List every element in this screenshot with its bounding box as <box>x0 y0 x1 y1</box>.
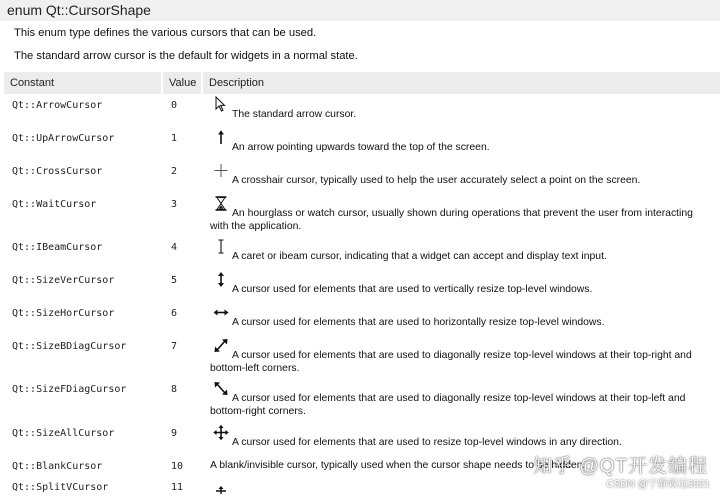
constant-name: Qt::SizeAllCursor <box>12 428 115 439</box>
constant-description: The standard arrow cursor. <box>232 109 357 120</box>
constant-name: Qt::WaitCursor <box>12 199 97 210</box>
constant-value: 2 <box>171 166 178 177</box>
column-header-description: Description <box>203 72 720 94</box>
column-header-constant: Constant <box>4 72 161 94</box>
constant-description: A caret or ibeam cursor, indicating that a widget can accept and display text input. <box>232 251 607 262</box>
constant-name: Qt::UpArrowCursor <box>12 133 115 144</box>
constant-value: 5 <box>171 275 178 286</box>
constant-value: 10 <box>171 461 184 472</box>
constant-value: 7 <box>171 341 178 352</box>
page-title: enum Qt::CursorShape <box>0 0 720 21</box>
constant-value: 1 <box>171 133 178 144</box>
constant-name: Qt::SizeFDiagCursor <box>12 384 127 395</box>
column-header-value: Value <box>163 72 201 94</box>
constant-name: Qt::SizeHorCursor <box>12 308 115 319</box>
constant-name: Qt::SizeVerCursor <box>12 275 115 286</box>
constant-name: Qt::BlankCursor <box>12 461 103 472</box>
constant-description: An arrow pointing upwards toward the top of the screen. <box>232 142 490 153</box>
constant-value: 9 <box>171 428 178 439</box>
table-header <box>4 72 720 94</box>
constant-name: Qt::SizeBDiagCursor <box>12 341 127 352</box>
watermark-zhihu: 知乎 @QT开发编程 <box>533 456 708 477</box>
constant-description: A cursor used for elements that are used to horizontally resize top-level windows. <box>232 317 605 328</box>
intro-paragraph-1: This enum type defines the various cursors that can be used. <box>14 27 317 39</box>
constant-value: 0 <box>171 100 178 111</box>
constant-description: A crosshair cursor, typically used to help the user accurately select a point on the screen. <box>232 175 641 186</box>
watermark-csdn: CSDN @宁静致远2021 <box>606 479 710 490</box>
constant-description: A cursor used for elements that are used to resize top-level windows in any direction. <box>232 437 622 448</box>
constant-value: 8 <box>171 384 178 395</box>
constant-description: A cursor used for elements that are used to diagonally resize top-level windows at their top-right and bottom-left corners. <box>210 350 692 374</box>
constant-description: An hourglass or watch cursor, usually shown during operations that prevent the user from interacting with the application. <box>210 208 693 232</box>
constant-name: Qt::IBeamCursor <box>12 242 103 253</box>
split-vertical-cursor-icon <box>213 486 229 503</box>
constant-value: 11 <box>171 482 184 493</box>
constant-description: A blank/invisible cursor, typically used when the cursor shape needs to be hidden. <box>210 460 586 471</box>
constant-description: A cursor used for elements that are used to vertically resize top-level windows. <box>232 284 593 295</box>
constant-name: Qt::ArrowCursor <box>12 100 103 111</box>
constant-name: Qt::CrossCursor <box>12 166 103 177</box>
constant-name: Qt::SplitVCursor <box>12 482 109 493</box>
constant-value: 6 <box>171 308 178 319</box>
constant-description: A cursor used for elements that are used to diagonally resize top-level windows at their top-left and bottom-right corners. <box>210 393 686 417</box>
constant-value: 3 <box>171 199 178 210</box>
intro-paragraph-2: The standard arrow cursor is the default for widgets in a normal state. <box>14 50 358 62</box>
constant-value: 4 <box>171 242 178 253</box>
